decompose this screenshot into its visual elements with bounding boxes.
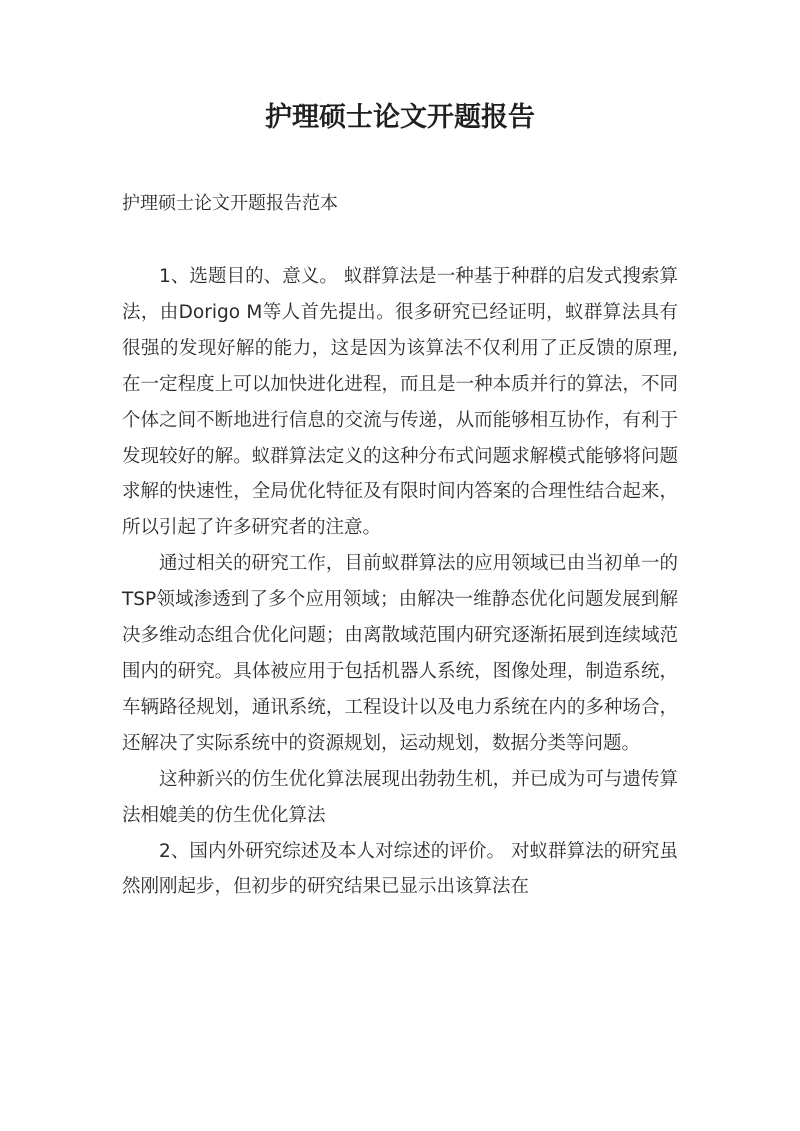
paragraph-applications: 通过相关的研究工作，目前蚁群算法的应用领域已由当初单一的TSP领域渗透到了多个应用领域；由解决一维静态优化问题发展到解决多维动态组合优化问题；由离散域范围内研究逐渐拓展到连续域范围内的研究。具体被应用于包括机器人系统，图像处理，制造系统，车辆路径规划，通讯系统，工程设计以及电力系统在内的多种场合，还解决了实际系统中的资源规划，运动规划，数据分类等问题。 bbox=[122, 553, 678, 754]
paragraph-purpose: 1、选题目的、意义。 蚁群算法是一种基于种群的启发式搜索算法，由Dorigo M等人首先提出。很多研究已经证明，蚁群算法具有很强的发现好解的能力，这是因为该算法不仅利用了正反馈的原理,在一定程度上可以加快进化进程，而且是一种本质并行的算法，不同个体之间不断地进行信息的交流与传递，从而能够相互协作，有利于发现较好的解。蚁群算法定义的这种分布式问题求解模式能够将问题求解的快速性，全局优化特征及有限时间内答案的合理性结合起来，所以引起了许多研究者的注意。 bbox=[122, 266, 678, 539]
document-title: 护理硕士论文开题报告 bbox=[265, 102, 535, 133]
paragraph-review: 2、国内外研究综述及本人对综述的评价。 对蚁群算法的研究虽然刚刚起步，但初步的研究结果已显示出该算法在 bbox=[122, 840, 678, 898]
document-body bbox=[122, 259, 678, 905]
paragraph-bionic: 这种新兴的仿生优化算法展现出勃勃生机，并已成为可与遗传算法相媲美的仿生优化算法 bbox=[122, 768, 678, 826]
document-subtitle: 护理硕士论文开题报告范本 bbox=[122, 193, 338, 214]
